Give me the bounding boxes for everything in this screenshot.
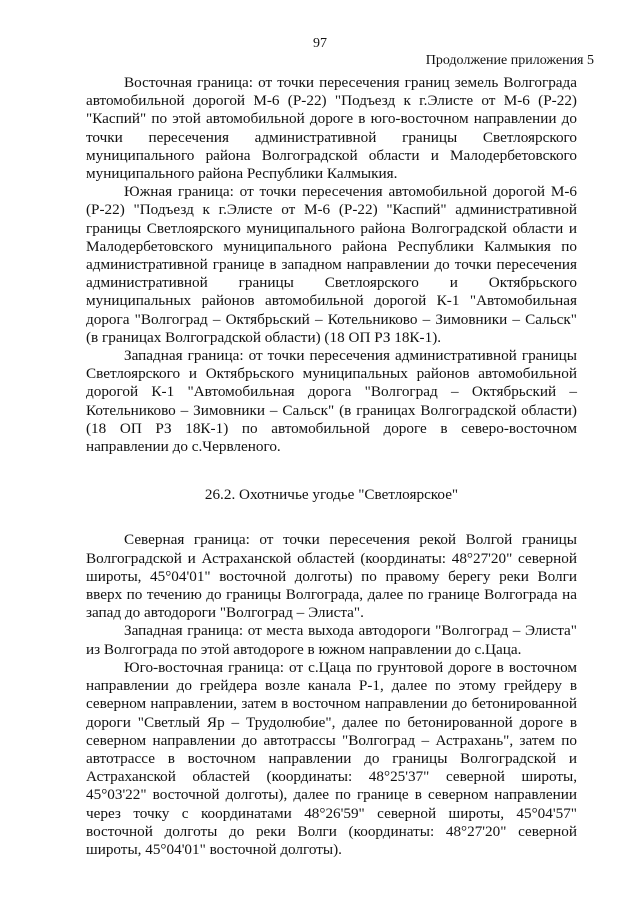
document-body: [86, 74, 577, 859]
southern-boundary-paragraph: Южная граница: от точки пересечения автомобильной дорогой М-6 (Р-22) "Подъезд к г.Элисте от М-6 (Р-22) "Каспий" административной границы Светлоярского муниципального района Волгоградской области и Малодербетовского муниципального района Республики Калмыкия по административной границе в западном направлении до точки пересечения административной границы Светлоярского и Октябрьского муниципальных районов автомобильной дорогой К-1 "Автомобильная дорога "Волгоград – Октябрьский – Котельниково – Зимовники – Сальск" (в границах Волгоградской области) (18 ОП РЗ 18К-1).: [86, 183, 577, 346]
section-title: 26.2. Охотничье угодье "Светлоярское": [204, 486, 459, 504]
western-boundary-paragraph: Западная граница: от точки пересечения административной границы Светлоярского и Октябрьского муниципальных районов автомобильной дорогой К-1 "Автомобильная дорога "Волгоград – Октябрьский – Котельниково – Зимовники – Сальск" (в границах Волгоградской области) (18 ОП РЗ 18К-1) по автомобильной дороге в северо-восточном направлении до с.Червленого.: [86, 347, 577, 456]
spacer: [86, 456, 577, 486]
northern-boundary-paragraph: Северная граница: от точки пересечения рекой Волгой границы Волгоградской и Астраханской областей (координаты: 48°27'20" северной широты, 45°04'01" восточной долготы) по правому берегу реки Волги вверх по течению до границы Волгограда, далее по границе Волгограда на запад до автодороги "Волгоград – Элиста".: [86, 531, 577, 622]
page-number: 97: [313, 36, 327, 51]
eastern-boundary-paragraph: Восточная граница: от точки пересечения границ земель Волгограда автомобильной дорогой М-6 (Р-22) "Подъезд к г.Элисте от М-6 (Р-22) "Каспий" по этой автомобильной дороге в юго-восточном направлении до точки пересечения административной границы Светлоярского муниципального района Волгоградской области и Малодербетовского муниципального района Республики Калмыкия.: [86, 74, 577, 183]
western-boundary-paragraph-2: Западная граница: от места выхода автодороги "Волгоград – Элиста" из Волгограда по этой автодороге в южном направлении до с.Цаца.: [86, 622, 577, 658]
spacer: [86, 504, 577, 531]
appendix-continuation-note: Продолжение приложения 5: [425, 53, 594, 68]
southeastern-boundary-paragraph: Юго-восточная граница: от с.Цаца по грунтовой дороге в восточном направлении до грейдера возле канала Р-1, далее по этому грейдеру в северном направлении, затем в восточном направлении до бетонированной дороги "Светлый Яр – Трудолюбие", далее по бетонированной дороге в северном направлении до автотрассы "Волгоград – Астрахань", затем по автотрассе в восточном направлении до границы Волгоградской и Астраханской областей (координаты: 48°25'37" северной широты, 45°03'22" восточной долготы), далее по границе в северном направлении через точку с координатами 48°26'59" северной широты, 45°04'57" восточной долготы до реки Волги (координаты: 48°27'20" северной широты, 45°04'01" восточной долготы).: [86, 658, 577, 858]
